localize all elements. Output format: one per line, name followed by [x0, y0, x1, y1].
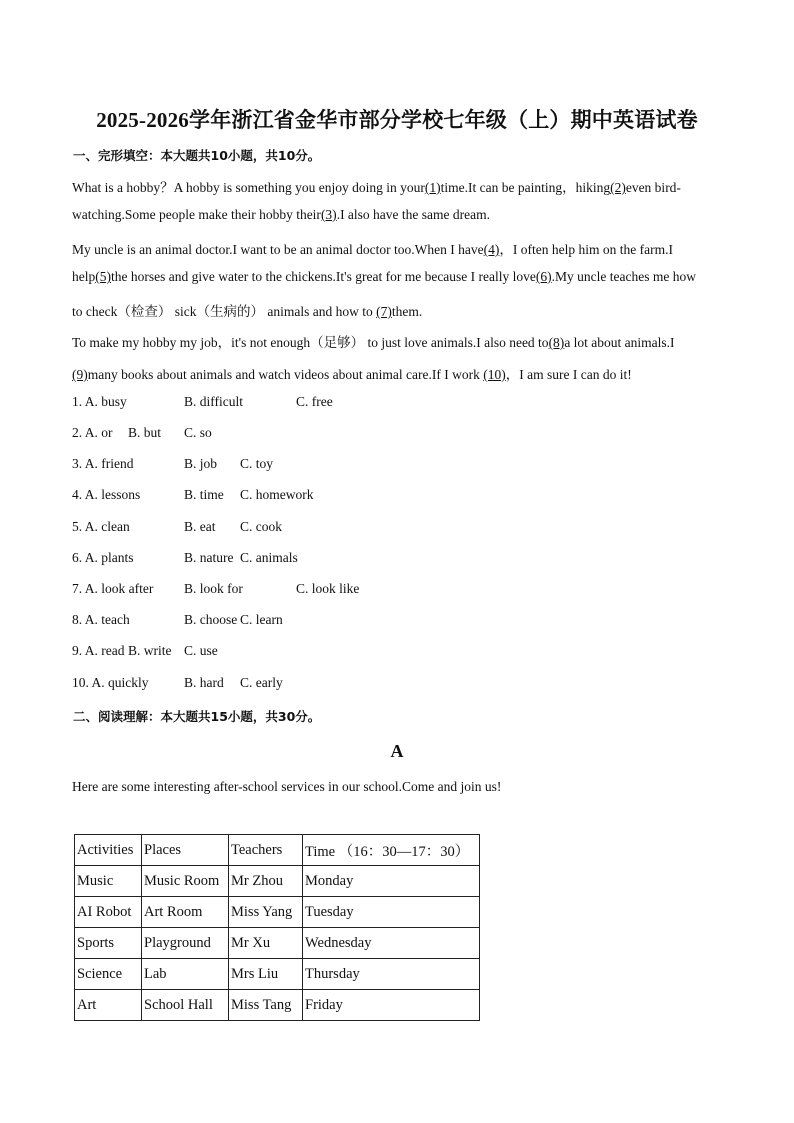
- section-1-heading: 一、完形填空：本大题共10小题，共10分。: [73, 148, 321, 163]
- table-cell: Music: [75, 866, 142, 897]
- blank-2: (2): [610, 180, 626, 195]
- blank-6: (6): [535, 269, 552, 284]
- blank-1: (1): [424, 180, 441, 195]
- reading-intro: Here are some interesting after-school services in our school.Come and join us!: [72, 779, 502, 794]
- table-header-cell: Time （16：30—17：30）: [303, 835, 480, 866]
- table-row: [75, 866, 480, 897]
- blank-7: (7): [376, 304, 392, 319]
- page-title: 2025-2026学年浙江省金华市部分学校七年级（上）期中英语试卷: [96, 108, 698, 132]
- passage-line-2: watching.Some people make their hobby their(3).I also have the same dream.: [72, 207, 490, 222]
- passage-line-1: What is a hobby？A hobby is something you enjoy doing in your(1)time.It can be painting，hiking(2)even bird-: [72, 180, 681, 195]
- table-cell: Tuesday: [303, 897, 480, 928]
- table-cell: Mrs Liu: [229, 959, 303, 990]
- table-cell: Art: [75, 990, 142, 1021]
- table-cell: Miss Yang: [229, 897, 303, 928]
- passage-line-4: help(5)the horses and give water to the chickens.It's great for me because I really love(6).My uncle teaches me how: [72, 269, 696, 284]
- table-cell: Lab: [142, 959, 229, 990]
- blank-5: (5): [95, 269, 111, 284]
- table-header-row: [75, 835, 480, 866]
- table-cell: Mr Xu: [229, 928, 303, 959]
- passage-line-7: (9)many books about animals and watch videos about animal care.If I work (10)，I am sure I can do it!: [72, 367, 632, 382]
- table-cell: Wednesday: [303, 928, 480, 959]
- blank-3: (3): [320, 207, 337, 222]
- table-cell: AI Robot: [75, 897, 142, 928]
- blank-4: (4): [483, 242, 500, 257]
- exam-page: 2025-2026学年浙江省金华市部分学校七年级（上）期中英语试卷 一、完形填空：本大题共10小题，共10分。 What is a hobby？A hobby is something you enjoy doing in your(1)time.It can be painting，hiking(2)even bird- watching.Some people make their hobby their(3).I also have the same dream. My uncle is an animal doctor.I want to be an animal doctor too.When I have(4)，I often help him on the farm.I help(5)the horses and give water to the chickens.It's great for me because I really love(6).My uncle teaches me how to check（检查） sick（生病的） animals and how to (7)them. To make my hobby my job，it's not enough（足够） to just love animals.I also need to(8)a lot about animals.I (9)many books about animals and watch videos about animal care.If I work (10)，I am sure I can do it! 1. A. busy B. difficult C. free 2. A. or B. but C. so 3. A. friend B. job C. toy 4. A. lessons B. time C. homework 5. A. clean B. eat C. cook 6. A. plants B. nature C. animals 7. A. look after B. look for C. look like 8. A. teach B. choose C. learn 9. A. read B. write C. use 10. A. quickly B. hard C. early 二、阅读理解：本大题共15小题，共30分。 A Here are some interesting after-school services in our school.Come and join us! Activities Places Teachers Time （16：30—17：30） Music Music Room Mr Zhou Monday AI Robot Art Room Miss Yang Tuesday Sports Playground Mr Xu Wednesday Science Lab Mrs Liu Thursday Art School Hall Miss Tang Friday: [0, 0, 794, 1123]
- table-cell: Friday: [303, 990, 480, 1021]
- passage-line-3: My uncle is an animal doctor.I want to be an animal doctor too.When I have(4)，I often help him on the farm.I: [72, 242, 673, 257]
- table-cell: Music Room: [142, 866, 229, 897]
- table-cell: Thursday: [303, 959, 480, 990]
- table-row: [75, 959, 480, 990]
- reading-passage-label: A: [390, 741, 404, 761]
- table-cell: Sports: [75, 928, 142, 959]
- table-cell: Mr Zhou: [229, 866, 303, 897]
- table-row: [75, 990, 480, 1021]
- table-row: [75, 897, 480, 928]
- table-cell: Monday: [303, 866, 480, 897]
- schedule-table: [74, 834, 480, 1021]
- passage-line-5: to check（检查） sick（生病的） animals and how to (7)them.: [72, 304, 423, 319]
- blank-8: (8): [548, 335, 565, 350]
- table-header-cell: Teachers: [229, 835, 303, 866]
- table-cell: Art Room: [142, 897, 229, 928]
- table-header-cell: Activities: [75, 835, 142, 866]
- section-2-heading: 二、阅读理解：本大题共15小题，共30分。: [73, 709, 321, 724]
- blank-9: (9): [72, 367, 88, 382]
- table-cell: Miss Tang: [229, 990, 303, 1021]
- passage-line-6: To make my hobby my job，it's not enough（足够） to just love animals.I also need to(8)a lot about animals.I: [72, 335, 675, 350]
- table-header-cell: Places: [142, 835, 229, 866]
- table-row: [75, 928, 480, 959]
- blank-10: (10): [483, 367, 506, 382]
- table-cell: Playground: [142, 928, 229, 959]
- table-cell: School Hall: [142, 990, 229, 1021]
- table-cell: Science: [75, 959, 142, 990]
